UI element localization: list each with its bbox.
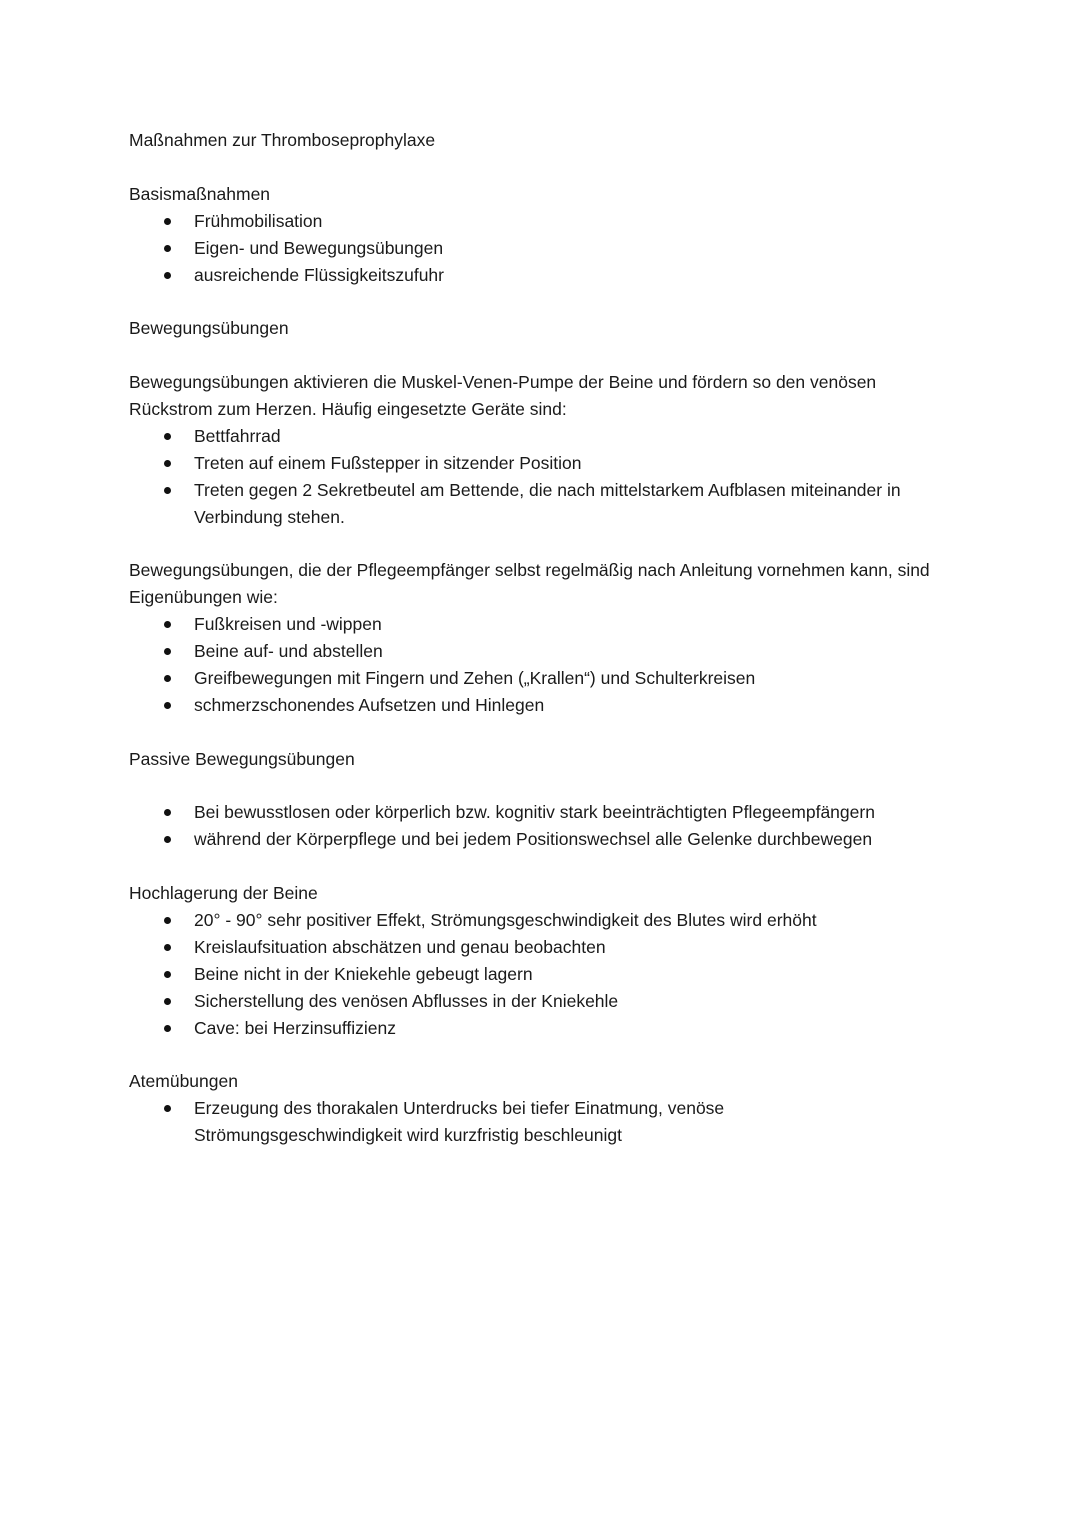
bullet-list-hochlagerung (129, 907, 959, 1042)
paragraph-eigenuebungen-intro: Bewegungsübungen, die der Pflegeempfänger selbst regelmäßig nach Anleitung vornehmen kann, sind Eigenübungen wie: (129, 560, 930, 607)
list-item: Sicherstellung des venösen Abflusses in der Kniekehle (129, 988, 959, 1015)
list-item: Frühmobilisation (129, 208, 959, 235)
bullet-icon (164, 836, 171, 843)
bullet-icon (164, 460, 171, 467)
bullet-list-passiv (129, 799, 959, 853)
list-item: Treten gegen 2 Sekretbeutel am Bettende, die nach mittelstarkem Aufblasen miteinander in Verbindung stehen. (129, 477, 959, 531)
list-item: Fußkreisen und -wippen (129, 611, 959, 638)
bullet-icon (164, 245, 171, 252)
section-heading-passiv: Passive Bewegungsübungen (129, 748, 355, 769)
bullet-icon (164, 272, 171, 279)
bullet-icon (164, 218, 171, 225)
bullet-icon (164, 971, 171, 978)
list-item: Beine auf- und abstellen (129, 638, 959, 665)
bullet-list-basis (129, 208, 959, 289)
bullet-icon (164, 1025, 171, 1032)
bullet-list-eigenuebungen (129, 611, 959, 719)
list-item: Bei bewusstlosen oder körperlich bzw. kognitiv stark beeinträchtigten Pflegeempfängern (129, 799, 959, 826)
bullet-icon (164, 944, 171, 951)
bullet-icon (164, 702, 171, 709)
bullet-icon (164, 648, 171, 655)
list-item: ausreichende Flüssigkeitszufuhr (129, 262, 959, 289)
list-item: Erzeugung des thorakalen Unterdrucks bei tiefer Einatmung, venöse Strömungsgeschwindigkeit wird kurzfristig beschleunigt (129, 1095, 959, 1149)
bullet-icon (164, 917, 171, 924)
bullet-icon (164, 809, 171, 816)
section-heading-atem: Atemübungen (129, 1071, 238, 1091)
list-item: Bettfahrrad (129, 423, 959, 450)
list-item: Kreislaufsituation abschätzen und genau beobachten (129, 934, 959, 961)
list-item: schmerzschonendes Aufsetzen und Hinlegen (129, 692, 959, 719)
list-item: Treten auf einem Fußstepper in sitzender Position (129, 450, 959, 477)
list-item: während der Körperpflege und bei jedem Positionswechsel alle Gelenke durchbewegen (129, 826, 959, 853)
section-heading-hochlagerung: Hochlagerung der Beine (129, 882, 318, 903)
section-heading-basis: Basismaßnahmen (129, 183, 271, 204)
list-item: Eigen- und Bewegungsübungen (129, 235, 959, 262)
bullet-icon (164, 433, 171, 440)
list-item: Beine nicht in der Kniekehle gebeugt lagern (129, 961, 959, 988)
bullet-icon (164, 1105, 171, 1112)
bullet-icon (164, 487, 171, 494)
document-title: Maßnahmen zur Thromboseprophylaxe (129, 130, 436, 150)
bullet-list-geraete (129, 423, 959, 531)
bullet-icon (164, 675, 171, 682)
paragraph-bewegung-intro: Bewegungsübungen aktivieren die Muskel-Venen-Pumpe der Beine und fördern so den venösen Rückstrom zum Herzen. Häufig eingesetzte Geräte sind: (129, 371, 877, 419)
section-heading-bewegung: Bewegungsübungen (129, 318, 289, 338)
list-item: Greifbewegungen mit Fingern und Zehen („Krallen“) und Schulterkreisen (129, 665, 959, 692)
bullet-icon (164, 998, 171, 1005)
list-item: 20° - 90° sehr positiver Effekt, Strömungsgeschwindigkeit des Blutes wird erhöht (129, 907, 959, 934)
bullet-icon (164, 621, 171, 628)
document-content (129, 127, 959, 1149)
list-item: Cave: bei Herzinsuffizienz (129, 1015, 959, 1042)
bullet-list-atem (129, 1095, 959, 1149)
